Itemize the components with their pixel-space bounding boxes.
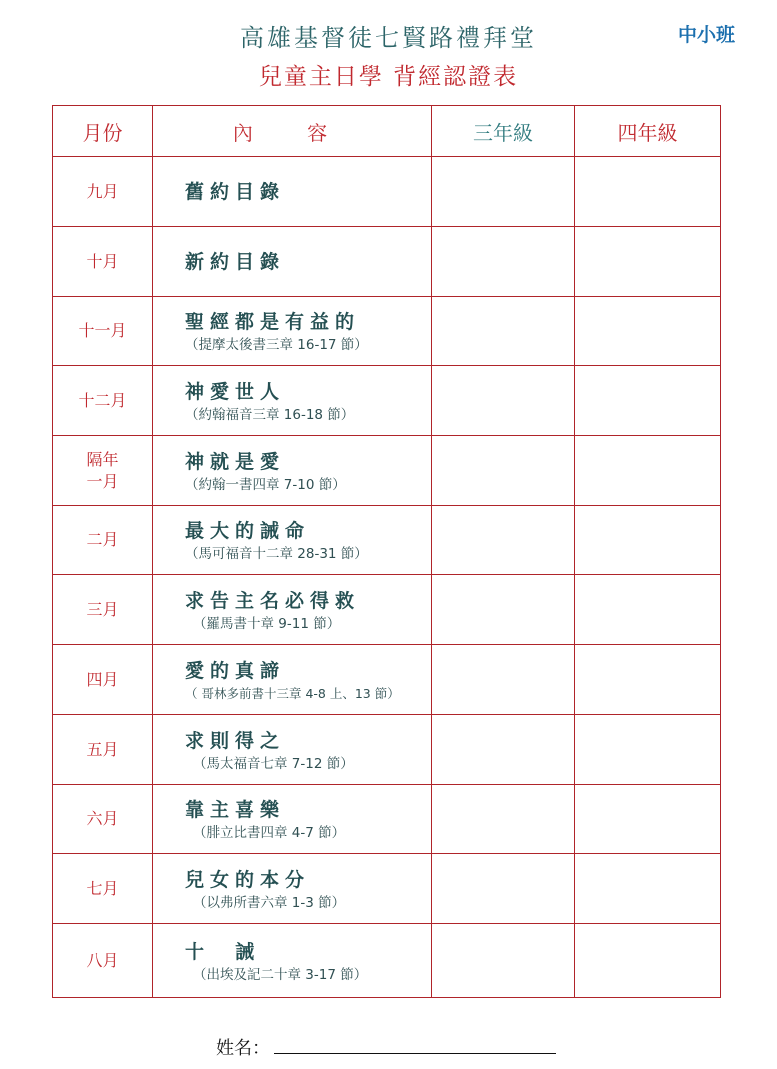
month-label: 三月 [86,599,119,619]
month-label: 二月 [86,530,119,549]
grade3-checkbox-cell[interactable] [432,924,575,998]
grade3-checkbox-cell[interactable] [432,854,575,924]
month-label: 十二月 [78,390,127,410]
month-cell [53,157,153,227]
verse-reference: （馬太福音七章 7-12 節） [193,755,354,772]
month-label: 十月 [86,251,119,271]
table-row [53,715,721,785]
verse-reference: （馬可福音十二章 28-31 節） [185,546,368,562]
verse-reference: （出埃及記二十章 3-17 節） [193,966,368,983]
month-cell [53,436,153,506]
name-field [216,1034,556,1060]
table-header-row [53,106,721,157]
verse-reference: （ 哥林多前書十三章 4-8 上、13 節） [185,685,400,701]
table-row [53,297,721,366]
grade4-checkbox-cell[interactable] [575,785,721,854]
name-input-line[interactable] [274,1035,556,1054]
grade4-checkbox-cell[interactable] [575,366,721,436]
table-row [53,366,721,436]
table-row [53,645,721,715]
month-label: 七月 [86,878,119,898]
table-row [53,436,721,506]
grade3-checkbox-cell[interactable] [432,297,575,366]
grade4-checkbox-cell[interactable] [575,297,721,366]
content-cell [153,297,432,366]
month-label: 九月 [86,181,119,201]
month-label: 隔年一月 [86,449,119,491]
month-cell [53,575,153,645]
month-cell [53,854,153,924]
grade3-checkbox-cell[interactable] [432,575,575,645]
content-cell [153,785,432,854]
grade4-checkbox-cell[interactable] [575,157,721,227]
verse-title: 舊約目錄 [185,180,286,203]
grade4-checkbox-cell[interactable] [575,575,721,645]
content-cell [153,157,432,227]
month-cell [53,227,153,297]
grade4-checkbox-cell[interactable] [575,645,721,715]
grade3-checkbox-cell[interactable] [432,645,575,715]
church-title: 高雄基督徒七賢路禮拜堂 [240,24,537,52]
month-label: 六月 [86,809,119,828]
grade4-checkbox-cell[interactable] [575,227,721,297]
month-label: 四月 [86,669,119,689]
grade4-checkbox-cell[interactable] [575,506,721,575]
content-cell [153,506,432,575]
month-cell [53,645,153,715]
verse-reference: （羅馬書十章 9-11 節） [193,615,341,632]
grade3-checkbox-cell[interactable] [432,436,575,506]
grade4-checkbox-cell[interactable] [575,436,721,506]
column-header-month: 月份 [53,106,153,157]
table-row [53,575,721,645]
verse-title: 聖經都是有益的 [185,311,361,333]
grade3-checkbox-cell[interactable] [432,227,575,297]
verse-reference: （提摩太後書三章 16-17 節） [185,337,368,353]
content-cell [153,645,432,715]
content-cell [153,715,432,785]
verse-reference: （約翰福音三章 16-18 節） [185,406,355,423]
verse-title: 求則得之 [185,729,286,752]
content-cell [153,575,432,645]
grade3-checkbox-cell[interactable] [432,366,575,436]
month-cell [53,297,153,366]
grade3-checkbox-cell[interactable] [432,506,575,575]
month-cell [53,506,153,575]
form-subtitle: 兒童主日學 背經認證表 [258,64,519,90]
grade3-checkbox-cell[interactable] [432,785,575,854]
verse-title: 新約目錄 [185,250,286,273]
grade3-checkbox-cell[interactable] [432,157,575,227]
name-label: 姓名： [216,1038,270,1059]
grade4-checkbox-cell[interactable] [575,854,721,924]
month-label: 五月 [86,739,119,759]
grade4-checkbox-cell[interactable] [575,924,721,998]
verse-title: 神愛世人 [185,380,286,403]
table-row [53,924,721,998]
month-cell [53,366,153,436]
verse-title: 兒女的本分 [185,868,311,891]
content-cell [153,227,432,297]
verse-title: 十 誡 [185,940,261,963]
verse-title: 求告主名必得救 [185,589,361,612]
table-row [53,506,721,575]
verse-title: 愛的真諦 [185,659,286,682]
table-row [53,785,721,854]
month-cell [53,715,153,785]
verse-reference: （腓立比書四章 4-7 節） [193,825,346,841]
verse-title: 神就是愛 [185,450,286,473]
table-row [53,157,721,227]
content-cell [153,436,432,506]
table-row [53,854,721,924]
verse-reference: （以弗所書六章 1-3 節） [193,894,346,911]
class-badge: 中小班 [678,24,736,46]
content-cell [153,366,432,436]
verse-reference: （約翰一書四章 7-10 節） [185,476,346,493]
content-cell [153,854,432,924]
grade4-checkbox-cell[interactable] [575,715,721,785]
column-header-content: 內 容 [153,106,432,157]
column-header-grade4: 四年級 [575,106,721,157]
month-cell [53,785,153,854]
month-label: 八月 [86,950,119,970]
month-cell [53,924,153,998]
table-row [53,227,721,297]
column-header-grade3: 三年級 [432,106,575,157]
verse-title: 最大的誡命 [185,520,311,542]
content-cell [153,924,432,998]
memorization-table [52,105,721,998]
month-label: 十一月 [78,321,127,340]
grade3-checkbox-cell[interactable] [432,715,575,785]
verse-title: 靠主喜樂 [185,799,286,821]
